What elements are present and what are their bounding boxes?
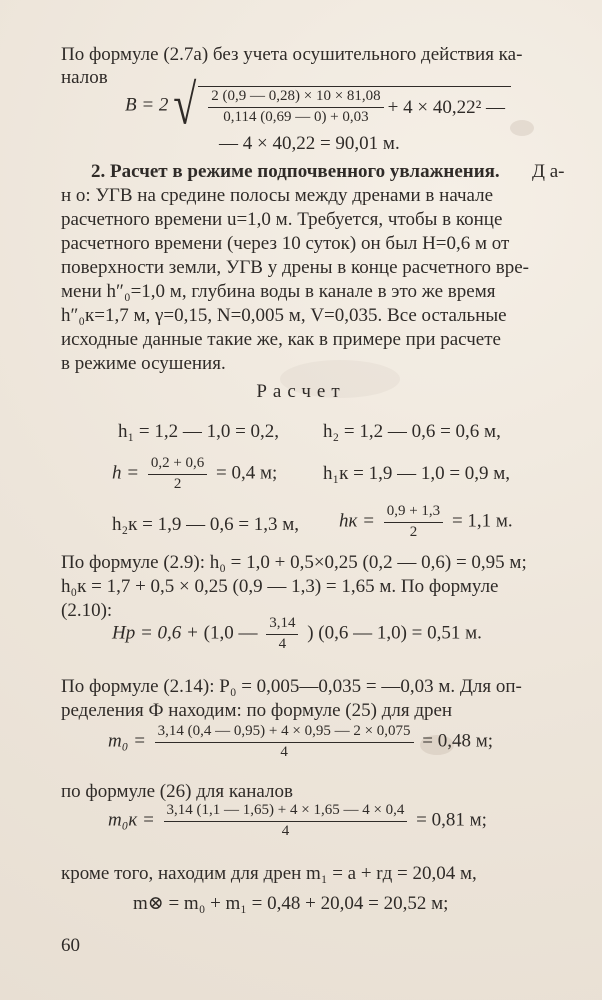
page-number: 60 [61, 935, 80, 956]
intro-line-1: По формуле (2.7а) без учета осушительного действия ка- [61, 44, 523, 65]
m0-equation [108, 724, 493, 761]
task-line-8: в режиме осушения. [61, 353, 226, 374]
radical-content [198, 86, 511, 126]
h1k-equation: h₁к = 1,9 — 1,0 = 0,9 м, [323, 463, 511, 484]
task-line-6: h″₀к=1,7 м, γ=0,15, N=0,005 м, V=0,035. Все остальные [61, 305, 507, 326]
formula-2-9-line: По формуле (2.9): h₀ = 1,0 + 0,5×0,25 (0,2 — 0,6) = 0,95 м; [61, 552, 527, 573]
hp-left: Hр = 0,6 + [112, 622, 199, 644]
section-title: 2. Расчет в режиме подпочвенного увлажнения. [91, 161, 500, 182]
m0k-fraction [164, 803, 408, 840]
b-formula-left: B = 2 [125, 94, 169, 116]
calculation-heading: Расчет [256, 381, 346, 402]
b-formula-result: — 4 × 40,22 = 90,01 м. [219, 133, 400, 154]
hk-result: = 1,1 м. [451, 510, 513, 532]
m0k-numerator: 3,14 (1,1 — 1,65) + 4 × 1,65 — 4 × 0,4 [164, 803, 408, 822]
formula-26-label: по формуле (26) для каналов [61, 781, 293, 802]
h-average-equation [112, 456, 277, 493]
h2k-equation: h₂к = 1,9 — 0,6 = 1,3 м, [112, 514, 300, 535]
hp-equation [112, 616, 482, 653]
m0-left: m₀ = [108, 730, 146, 752]
b-formula-denominator: 0,114 (0,69 — 0) + 0,03 [223, 109, 369, 125]
task-line-1: н о: УГВ на средине полосы между дренами в начале [61, 185, 494, 206]
h-average-left: h = [112, 462, 140, 484]
h-average-denominator: 2 [173, 475, 182, 492]
m0k-equation [108, 803, 487, 840]
hp-denominator: 4 [278, 635, 287, 652]
hk-denominator: 2 [409, 523, 418, 540]
task-line-4: поверхности земли, УГВ у дрены в конце расчетного вре- [61, 257, 530, 278]
formula-2-14-line: По формуле (2.14): P₀ = 0,005—0,035 = —0,03 м. Для оп- [61, 676, 522, 697]
m0-result: = 0,48 м; [422, 730, 494, 752]
h-average-result: = 0,4 м; [216, 462, 278, 484]
h1-equation: h₁ = 1,2 — 1,0 = 0,2, [118, 421, 280, 442]
m0-fraction [155, 724, 414, 761]
m1-equation-line: кроме того, находим для дрен m₁ = a + rд = 20,04 м, [61, 863, 477, 884]
hp-numerator: 3,14 [266, 616, 298, 635]
b-formula-fraction [208, 89, 383, 126]
hk-numerator: 0,9 + 1,3 [384, 504, 443, 523]
b-formula [125, 74, 511, 138]
hp-inner-right: ) (0,6 — 1,0) = 0,51 м. [307, 622, 482, 644]
intro-line-2: налов [61, 67, 108, 88]
section-title-tail: Д а- [532, 161, 565, 182]
paper-stain [510, 120, 534, 136]
m0-numerator: 3,14 (0,4 — 0,95) + 4 × 0,95 — 2 × 0,075 [155, 724, 414, 743]
m0k-result: = 0,81 м; [416, 809, 487, 831]
hk-equation [339, 504, 513, 541]
m0-denominator: 4 [280, 743, 288, 760]
radical-sign-icon: √ [173, 74, 197, 138]
m0k-left: m₀к = [108, 809, 155, 831]
b-formula-tail: + 4 × 40,22² — [387, 96, 506, 118]
h2-equation: h₂ = 1,2 — 0,6 = 0,6 м, [323, 421, 501, 442]
radical [173, 74, 511, 138]
formula-2-9-line-2: h₀к = 1,7 + 0,5 × 0,25 (0,9 — 1,3) = 1,65 м. По формуле [61, 576, 499, 597]
m-otimes-equation: m⊗ = m₀ + m₁ = 0,48 + 20,04 = 20,52 м; [133, 893, 449, 914]
h-average-fraction [148, 456, 207, 493]
task-line-2: расчетного времени u=1,0 м. Требуется, чтобы в конце [61, 209, 503, 230]
hp-fraction [266, 616, 298, 653]
hp-inner-left: (1,0 — [203, 622, 258, 644]
task-line-7: исходные данные такие же, как в примере при расчете [61, 329, 501, 350]
hk-left: hк = [339, 510, 375, 532]
task-line-3: расчетного времени (через 10 суток) он был H=0,6 м от [61, 233, 510, 254]
m0k-denominator: 4 [281, 822, 290, 839]
formula-2-10-label: (2.10): [61, 600, 113, 621]
hk-fraction [384, 504, 443, 541]
formula-2-14-line-2: ределения Ф находим: по формуле (25) для дрен [61, 700, 453, 721]
b-formula-numerator: 2 (0,9 — 0,28) × 10 × 81,08 [208, 89, 383, 108]
h-average-numerator: 0,2 + 0,6 [148, 456, 207, 475]
task-line-5: мени h″₀=1,0 м, глубина воды в канале в это же время [61, 281, 496, 302]
